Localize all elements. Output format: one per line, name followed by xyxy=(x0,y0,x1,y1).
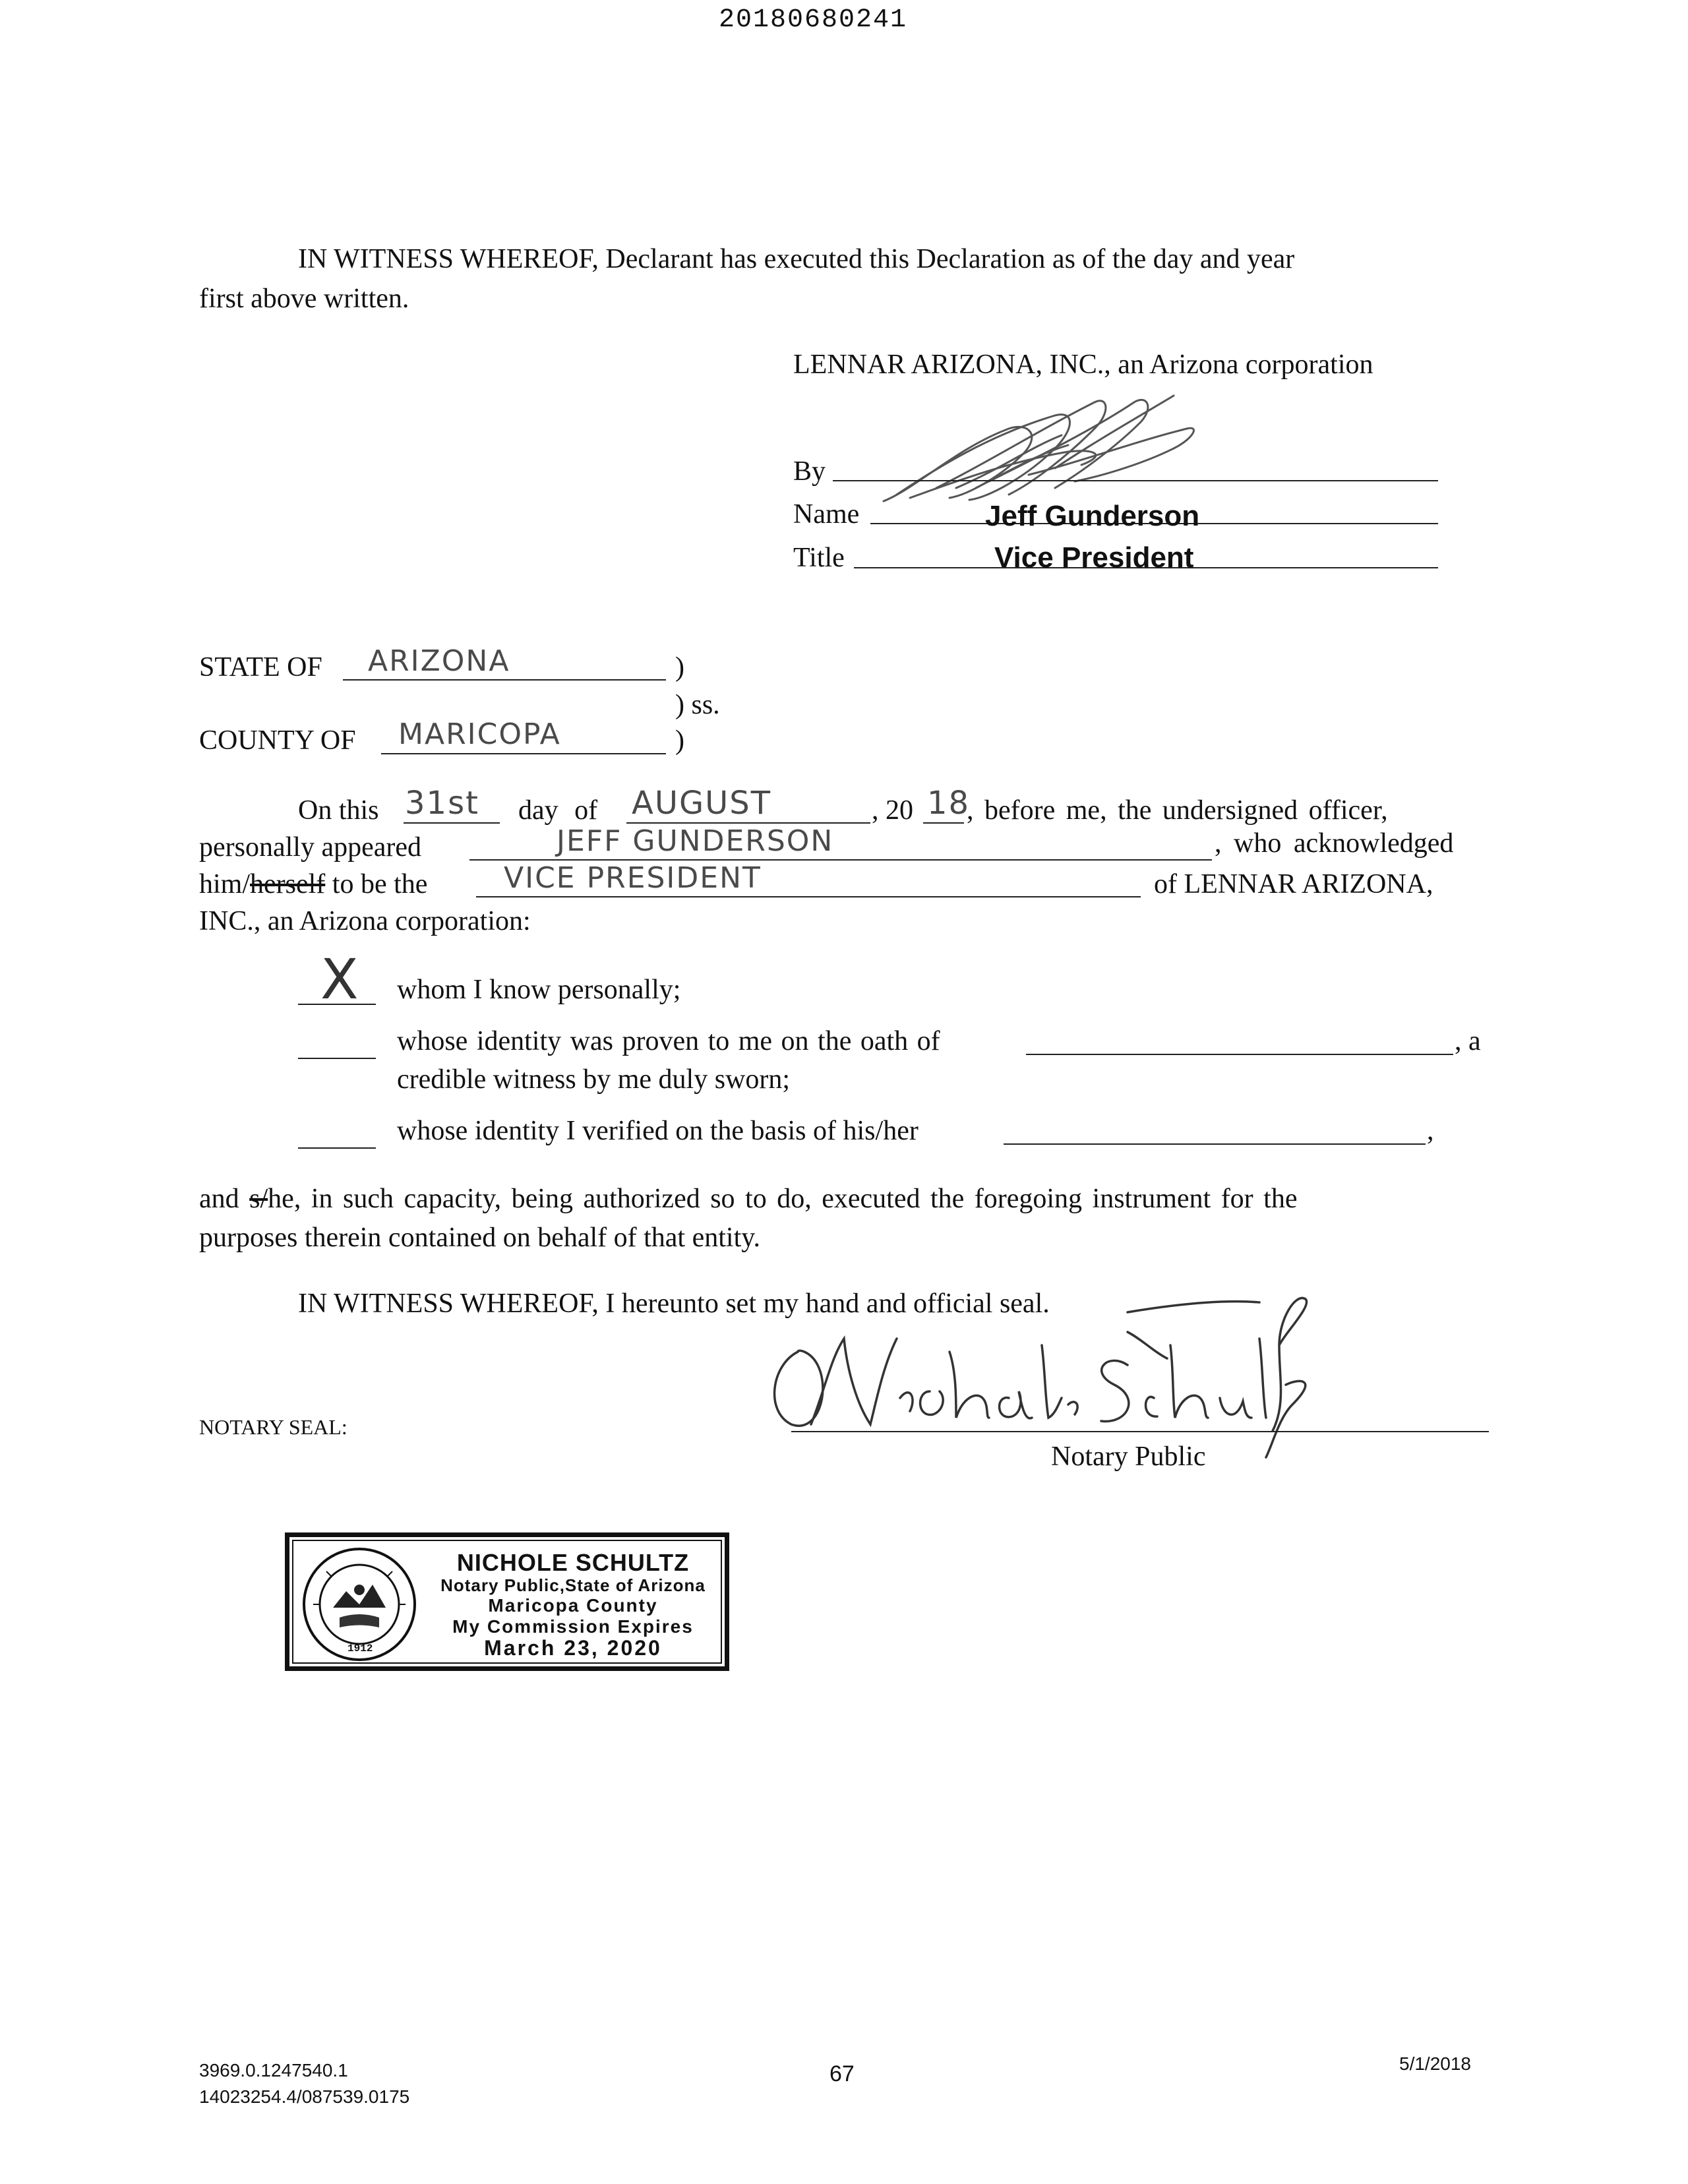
notary-public-label: Notary Public xyxy=(1051,1441,1206,1472)
stamp-name: NICHOLE SCHULTZ xyxy=(456,1549,690,1576)
document-number: 20180680241 xyxy=(719,5,908,35)
page-number: 67 xyxy=(829,2061,855,2086)
ack-who-acknowledged: , who acknowledged xyxy=(1215,828,1454,859)
company-name: LENNAR ARIZONA, INC., an Arizona corporation xyxy=(793,349,1373,380)
option-3-text: whose identity I verified on the basis of his/her xyxy=(397,1116,919,1146)
ack-before-me: , before me, the undersigned officer, xyxy=(967,795,1388,826)
title-value: Vice President xyxy=(994,541,1194,574)
ack-of-company: of LENNAR ARIZONA, xyxy=(1154,869,1433,899)
him-text: him/ xyxy=(199,869,251,899)
county-line xyxy=(381,753,666,754)
capacity-text: he, in such capacity, being authorized so to do, executed the foregoing instrument for the xyxy=(268,1184,1298,1214)
notary-stamp xyxy=(285,1532,729,1671)
to-be-the: to be the xyxy=(332,869,428,899)
role-line xyxy=(476,896,1141,897)
option-3-line xyxy=(298,1147,376,1149)
month-line xyxy=(626,822,870,824)
capacity-strike: s/ xyxy=(249,1184,268,1214)
notary-seal-label: NOTARY SEAL: xyxy=(199,1415,347,1439)
option-1-mark: X xyxy=(320,947,359,1012)
ack-line-4: INC., an Arizona corporation: xyxy=(199,906,531,936)
footer-ref-1: 3969.0.1247540.1 xyxy=(199,2060,348,2080)
day-value: 31st xyxy=(405,785,479,822)
capacity-line-1 xyxy=(199,1185,1297,1213)
county-value: MARICOPA xyxy=(398,717,561,751)
by-label: By xyxy=(793,456,826,487)
month-value: AUGUST xyxy=(632,785,772,822)
ack-year-prefix: , 20 xyxy=(872,795,913,826)
ss-label: ) ss. xyxy=(675,690,720,720)
option-2-text: whose identity was proven to me on the oath of xyxy=(397,1026,940,1056)
capacity-line-2: purposes therein contained on behalf of that entity. xyxy=(199,1223,761,1253)
stamp-line-4: My Commission Expires xyxy=(452,1616,694,1637)
state-label: STATE OF xyxy=(199,652,322,682)
name-value: Jeff Gunderson xyxy=(985,500,1200,532)
stamp-line-2: Notary Public,State of Arizona xyxy=(440,1575,706,1595)
ack-day-of: day of xyxy=(518,795,598,826)
notary-signature xyxy=(758,1292,1325,1464)
option-1-text: whom I know personally; xyxy=(397,975,681,1005)
state-paren: ) xyxy=(675,652,684,682)
option-2-line2: credible witness by me duly sworn; xyxy=(397,1064,791,1095)
stamp-seal-year: 1912 xyxy=(347,1643,373,1654)
witness-line-1: IN WITNESS WHEREOF, Declarant has executed this Declaration as of the day and year xyxy=(298,244,1295,274)
option-2-oath-line xyxy=(1026,1054,1453,1055)
witness-line-2: first above written. xyxy=(199,284,409,314)
year-line xyxy=(923,822,964,824)
ack-personally-appeared: personally appeared xyxy=(199,832,422,863)
footer-ref-2: 14023254.4/087539.0175 xyxy=(199,2086,410,2107)
state-line xyxy=(343,679,666,681)
notary-witness-line: IN WITNESS WHEREOF, I hereunto set my hand and official seal. xyxy=(298,1289,1050,1319)
ack-him xyxy=(199,870,427,898)
by-line xyxy=(833,480,1438,481)
name-label: Name xyxy=(793,499,860,530)
county-label: COUNTY OF xyxy=(199,725,356,756)
year-value: 18 xyxy=(927,785,971,822)
county-paren: ) xyxy=(675,725,684,756)
declarant-signature xyxy=(857,389,1253,514)
option-2-line xyxy=(298,1058,376,1059)
option-3-suffix: , xyxy=(1427,1116,1434,1146)
herself-struck: herself xyxy=(250,869,326,899)
option-3-basis-line xyxy=(1004,1143,1426,1145)
person-value: JEFF GUNDERSON xyxy=(557,824,834,858)
state-value: ARIZONA xyxy=(368,644,510,678)
ack-on-this: On this xyxy=(298,795,379,826)
stamp-line-5: March 23, 2020 xyxy=(484,1636,662,1660)
notary-signature-line xyxy=(791,1431,1489,1432)
person-line xyxy=(469,859,1212,861)
title-label: Title xyxy=(793,543,845,573)
footer-date: 5/1/2018 xyxy=(1399,2053,1471,2074)
option-2-suffix: , a xyxy=(1455,1026,1481,1056)
stamp-line-3: Maricopa County xyxy=(488,1595,658,1616)
role-value: VICE PRESIDENT xyxy=(504,861,762,895)
day-line xyxy=(404,822,500,824)
capacity-and: and xyxy=(199,1184,239,1214)
